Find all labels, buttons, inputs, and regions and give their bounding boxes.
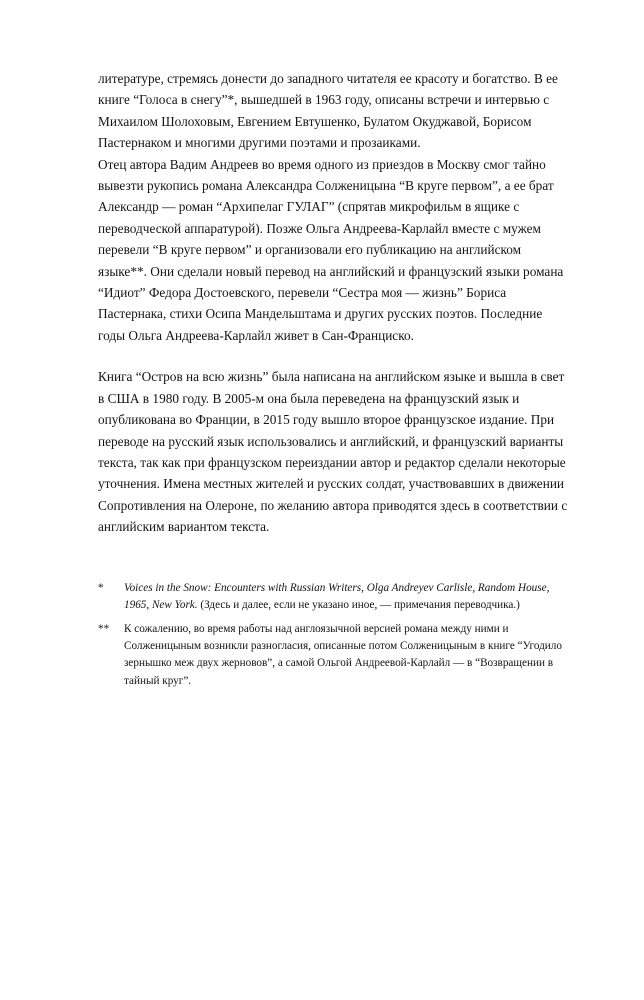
footnote-text [124,580,572,614]
footnotes-section [98,580,572,690]
paragraph-2: Отец автора Вадим Андреев во время одного из приездов в Москву смог тайно вывезти рукопись романа Александра Солженицына “В круге первом”, а ее брат Александр — роман “Архипелаг ГУЛАГ” (спрятав микрофильм в ящике с переводческой аппаратурой). Позже Ольга Андреева-Карлайл вместе с мужем перевели “В круге первом” и организовали его публикацию на английском языке**. Они сделали новый перевод на английский и французский языки романа “Идиот” Федора Достоевского, перевели “Сестра моя — жизнь” Бориса Пастернака, стихи Осипа Мандельштама и других русских поэтов. Последние годы Ольга Андреева-Карлайл живет в Сан-Франциско. [98,156,564,343]
body-text-block [98,68,572,538]
footnote-item [98,621,572,690]
footnote-marker: * [98,581,104,594]
footnote-title-italic: Voices in the Snow: Encounters with Russian Writers, Olga Andreyev Carlisle, Random House, 1965, New York. [124,581,550,611]
paragraph-3: Книга “Остров на всю жизнь” была написана на английском языке и вышла в свет в США в 1980 году. В 2005-м она была переведена на французский язык и опубликована во Франции, в 2015 году вышло второе французское издание. При переводе на русский язык использовались и английский, и французский варианты текста, так как при французском переиздании автор и редактор сделали некоторые уточнения. Имена местных жителей и русских солдат, участвовавших в движении Сопротивления на Олероне, по желанию автора приводятся здесь в соответствии с английским вариантом текста. [98,369,568,535]
footnote-text: К сожалению, во время работы над англоязычной версией романа между ними и Солженицыным возникли разногласия, описанные потом Солженицыным в книге “Угодило зернышко меж двух жерновов”, а самой Ольгой Андреевой-Карлайл — в “Возвращении в тайный круг”. [124,622,562,687]
paragraph-spacer [98,346,572,366]
footnote-marker: ** [98,622,110,635]
footnote-item [98,580,572,614]
footnote-rest: (Здесь и далее, если не указано иное, — примечания переводчика.) [197,598,520,611]
paragraph-1: литературе, стремясь донести до западного читателя ее красоту и богатство. В ее книге “Голоса в снегу”*, вышедшей в 1963 году, описаны встречи и интервью с Михаилом Шолоховым, Евгением Евтушенко, Булатом Окуджавой, Борисом Пастернаком и многими другими поэтами и прозаиками. [98,71,558,151]
